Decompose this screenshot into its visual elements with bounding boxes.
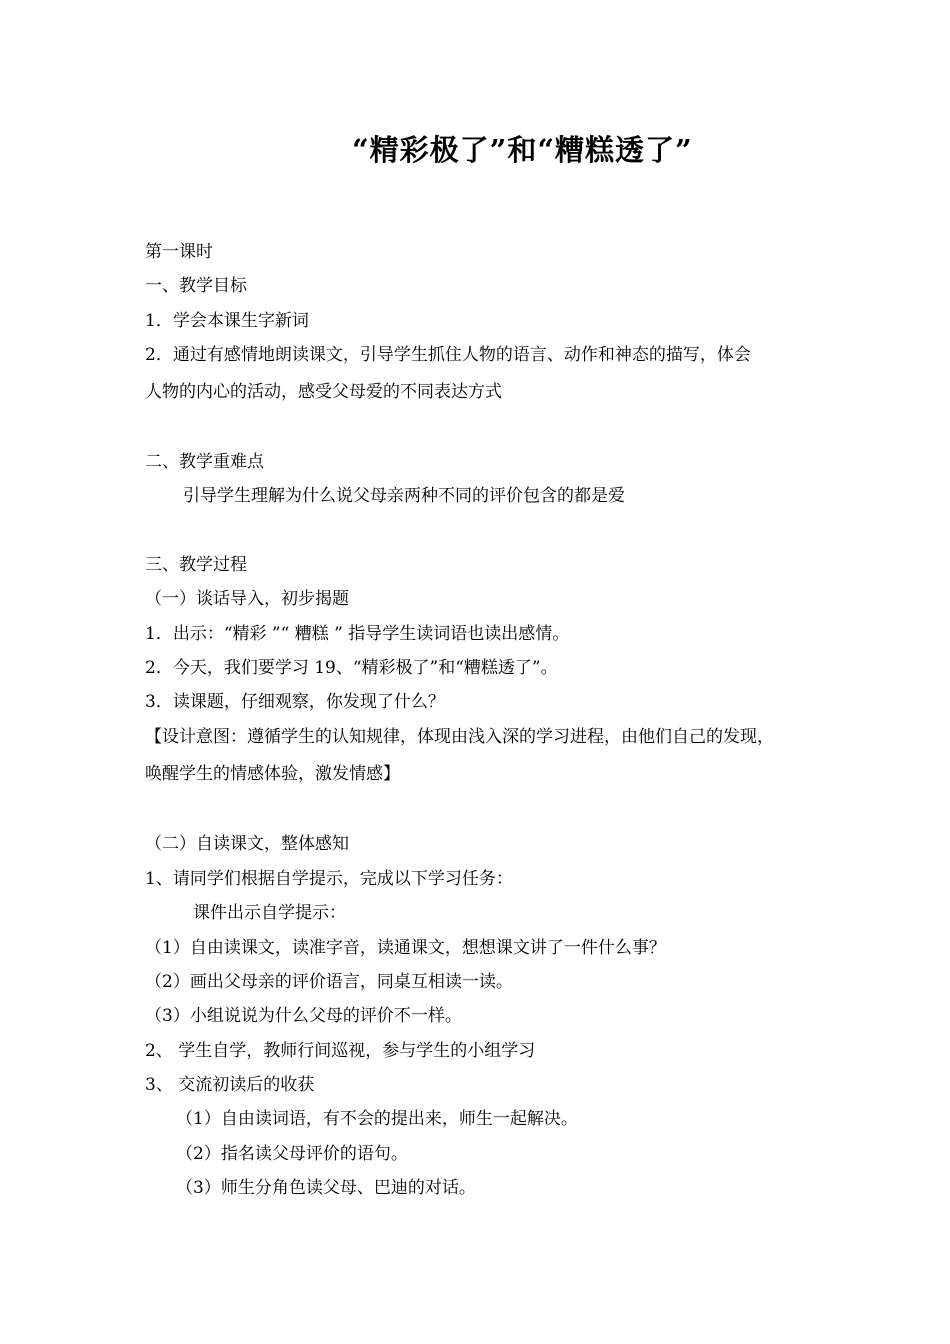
keypoint-text: 引导学生理解为什么说父母亲两种不同的评价包含的都是爱 — [183, 486, 625, 506]
prompt-label: 课件出示自学提示： — [193, 903, 346, 923]
task-item-3: 3、 交流初读后的收获 — [145, 1075, 315, 1095]
process-item-3: 3．读课题，仔细观察，你发现了什么？ — [145, 692, 445, 712]
design-intent-cont: 唤醒学生的情感体验，激发情感】 — [145, 764, 400, 784]
lesson-period: 第一课时 — [145, 242, 213, 262]
section-heading-process: 三、教学过程 — [145, 555, 247, 575]
section-heading-keypoints: 二、教学重难点 — [145, 452, 264, 472]
objective-item-2-cont: 人物的内心的活动，感受父母爱的不同表达方式 — [145, 382, 502, 402]
harvest-item-3: （3）师生分角色读父母、巴迪的对话。 — [176, 1178, 476, 1198]
objective-item-1: 1．学会本课生字新词 — [145, 311, 309, 331]
prompt-item-2: （2）画出父母亲的评价语言，同桌互相读一读。 — [145, 972, 513, 992]
objective-item-2: 2．通过有感情地朗读课文，引导学生抓住人物的语言、动作和神态的描写，体会 — [145, 345, 751, 365]
prompt-item-1: （1）自由读课文，读准字音，读通课文，想想课文讲了一件什么事？ — [145, 938, 666, 958]
section-heading-objectives: 一、教学目标 — [145, 276, 247, 296]
harvest-item-2: （2）指名读父母评价的语句。 — [176, 1144, 408, 1164]
prompt-item-3: （3）小组说说为什么父母的评价不一样。 — [145, 1006, 462, 1026]
design-intent: 【设计意图：遵循学生的认知规律，体现由浅入深的学习进程，由他们自己的发现， — [145, 727, 774, 747]
task-intro: 1、请同学们根据自学提示，完成以下学习任务： — [145, 869, 513, 889]
subsection-heading-1: （一）谈话导入，初步揭题 — [145, 589, 349, 609]
subsection-heading-2: （二）自读课文，整体感知 — [145, 834, 349, 854]
harvest-item-1: （1）自由读词语，有不会的提出来，师生一起解决。 — [176, 1109, 578, 1129]
process-item-2: 2．今天，我们要学习 19、“精彩极了”和“糟糕透了”。 — [145, 658, 558, 678]
task-item-2: 2、 学生自学，教师行间巡视，参与学生的小组学习 — [145, 1041, 536, 1061]
process-item-1: 1．出示：“精彩 ”“ 糟糕 ” 指导学生读词语也读出感情。 — [145, 624, 570, 644]
document-title: “精彩极了”和“糟糕透了” — [352, 133, 693, 167]
